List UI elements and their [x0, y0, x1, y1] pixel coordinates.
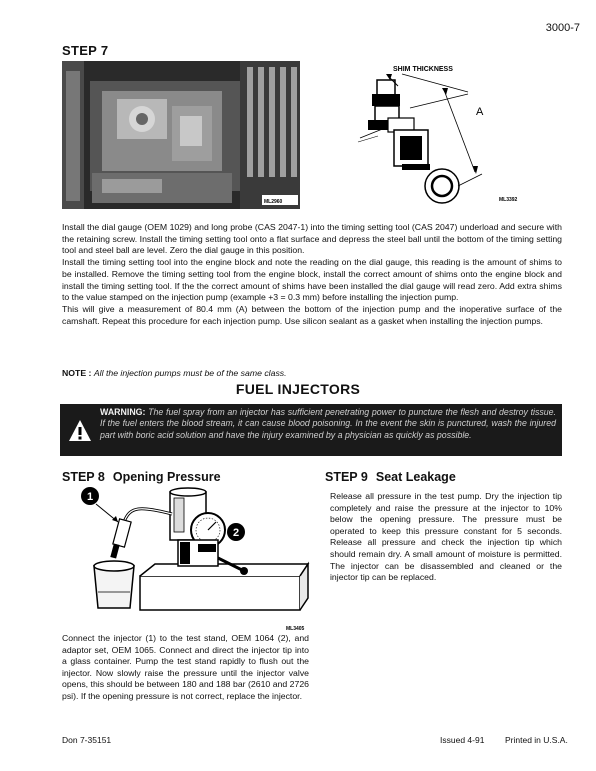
step9-label: STEP 9	[325, 470, 368, 484]
step7-instructions	[62, 222, 562, 327]
footer-printed: Printed in U.S.A.	[505, 735, 568, 745]
shim-thickness-label: SHIM THICKNESS	[393, 66, 453, 73]
step8-heading	[62, 470, 221, 484]
photo-code: ML2960	[264, 199, 283, 205]
warning-text-block	[100, 407, 556, 441]
pump-diagram-graphic	[350, 58, 550, 210]
test-stand-graphic	[60, 484, 310, 632]
footer-document-number: Don 7-35151	[62, 735, 112, 745]
step7-paragraph: This will give a measurement of 80.4 mm (A) between the bottom of the injection pump and the inoperative surface of the camshaft. Repeat this procedure for each injection pump. Use silicon sealant as a gasket when installing the injection pumps.	[62, 303, 562, 326]
warning-triangle-icon	[68, 419, 92, 443]
note-label: NOTE :	[62, 368, 92, 378]
page-number: 3000-7	[545, 22, 580, 34]
diagram-code: ML3392	[499, 197, 518, 203]
step7-paragraph: Install the dial gauge (OEM 1029) and long probe (CAS 2047-1) into the timing setting tool (CAS 2047) underload and secure with the retaining screw. Install the timing setting tool onto a flat surface and depress the steel ball until the bottom of the timing setting tool and steel ball are level. Zero the dial gauge in this position.	[62, 222, 562, 256]
note-text: All the injection pumps must be of the same class.	[93, 368, 287, 378]
step8-title: Opening Pressure	[112, 470, 221, 484]
warning-label: WARNING:	[100, 407, 146, 417]
warning-text: The fuel spray from an injector has sufficient penetrating power to puncture the flesh and destroy tissue. If the fuel enters the blood stream, it can cause blood poisoning. In the event the skin is punctured, wash the injured part with boric acid solution and have the injury examined by a physician as quickly as possible.	[100, 407, 556, 440]
test-stand-illustration	[60, 484, 310, 632]
step9-heading	[325, 470, 456, 484]
warning-box	[60, 404, 562, 456]
step7-paragraph: Install the timing setting tool into the engine block and note the reading on the dial gauge, this reading is the amount of shims to be installed. Remove the timing setting tool from the engine block, install the correct amount of shims onto the engine block and install the timing setting tool. If the the correct amount of shims have been installed the dial gauge will read zero. Add extra shims to the value stamped on the injection pump (example +3 = 0.3 mm) before installing the injection pump.	[62, 257, 562, 303]
footer-issued: Issued 4-91	[440, 735, 485, 745]
section-title: FUEL INJECTORS	[235, 381, 361, 397]
step9-text: Release all pressure in the test pump. Dry the injection tip completely and raise the pressure at the injector to 10% below the opening pressure. The pressure must be operated to keep this pressure constant for 5 seconds. Release all pressure and check the injection tip which should remain dry. A small amount of moisture is permitted. The injector can be disassembled and cleaned or the injector tip can be replaced.	[330, 491, 562, 583]
callout-1: 1	[86, 491, 94, 503]
engine-block-photo	[62, 61, 300, 209]
step9-title: Seat Leakage	[375, 470, 456, 484]
dimension-a-label: A	[476, 106, 484, 118]
injection-pump-diagram	[350, 58, 550, 210]
note	[62, 368, 287, 378]
callout-2: 2	[232, 527, 240, 539]
engine-photo-graphic	[62, 61, 300, 209]
step8-label: STEP 8	[62, 470, 105, 484]
step8-text: Connect the injector (1) to the test stand, OEM 1064 (2), and adaptor set, OEM 1065. Connect and direct the injector tip into a glass container. Pump the test stand rapidly to flush out the injector. Now slowly raise the pressure until the injector valve opens, this should be between 180 and 188 bar (2610 and 2726 psi). If the opening pressure is not correct, replace the injector.	[62, 633, 309, 701]
step7-heading: STEP 7	[62, 43, 109, 58]
illustration-code: ML3405	[286, 626, 305, 632]
